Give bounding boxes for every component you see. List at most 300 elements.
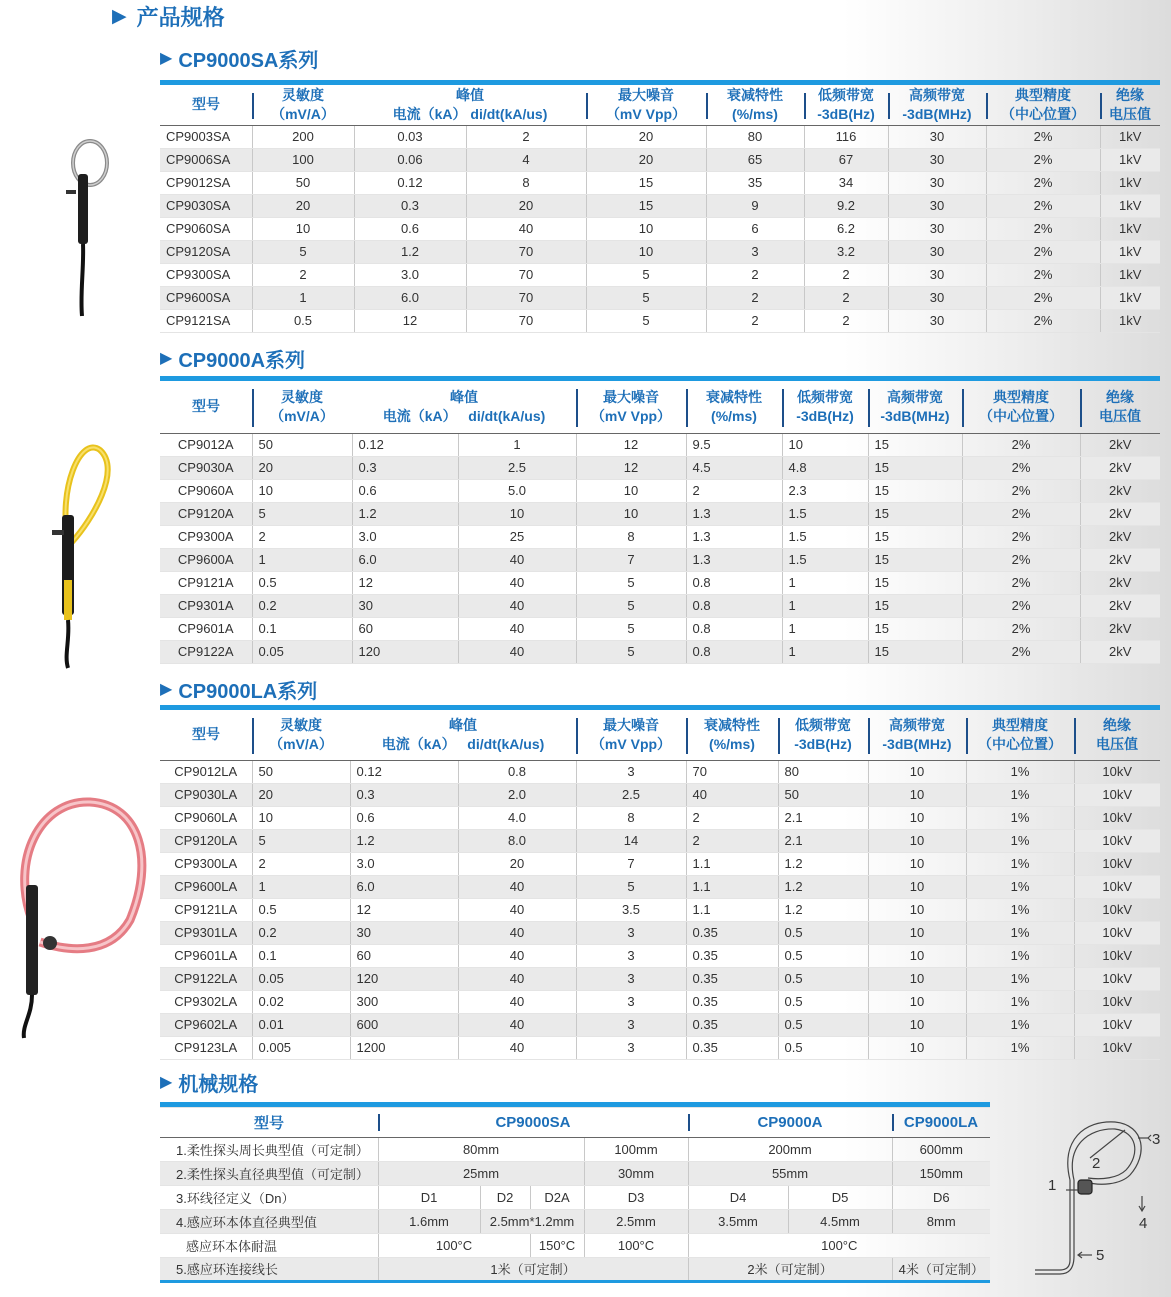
- header-model: 型号: [160, 85, 252, 125]
- table-cell: 0.6: [350, 806, 458, 829]
- table-cell: 2: [252, 263, 354, 286]
- table-row: [160, 829, 1160, 852]
- table-cell: 80: [778, 760, 868, 783]
- header-accuracy: 典型精度 （中心位置）: [986, 85, 1100, 125]
- table-cell: 3.5: [576, 898, 686, 921]
- table-row: [160, 194, 1160, 217]
- table-cell: 1%: [966, 875, 1074, 898]
- table-cell: 6.0: [350, 875, 458, 898]
- table-cell: 10: [868, 852, 966, 875]
- header-accuracy: 典型精度 （中心位置）: [962, 381, 1080, 433]
- table-cell: 10kV: [1074, 990, 1160, 1013]
- table-cell: 4.8: [782, 456, 868, 479]
- table-cell: 12: [352, 571, 458, 594]
- table-cell: 0.12: [350, 760, 458, 783]
- table-cell: 30: [888, 148, 986, 171]
- table-cell: 2: [804, 286, 888, 309]
- table-cell: 1.3: [686, 525, 782, 548]
- mech-row-label: 感应环本体耐温: [160, 1233, 378, 1257]
- series-a-table: [160, 376, 1160, 664]
- table-cell: 10: [252, 217, 354, 240]
- model-cell: CP9122A: [160, 640, 252, 663]
- model-cell: CP9060A: [160, 479, 252, 502]
- table-cell: 30: [888, 309, 986, 332]
- table-cell: 0.5: [252, 309, 354, 332]
- table-cell: 6.0: [352, 548, 458, 571]
- table-cell: 2.3: [782, 479, 868, 502]
- table-cell: 0.5: [778, 990, 868, 1013]
- table-cell: 0.2: [252, 594, 352, 617]
- table-row: [160, 217, 1160, 240]
- table-cell: 1: [458, 433, 576, 456]
- table-cell: 8: [576, 806, 686, 829]
- header-sensitivity: 灵敏度 （mV/A）: [252, 710, 350, 760]
- table-cell: 2%: [986, 171, 1100, 194]
- header-noise: 最大噪音 （mV Vpp）: [576, 381, 686, 433]
- table-row: [160, 171, 1160, 194]
- table-cell: 10kV: [1074, 806, 1160, 829]
- table-row: [160, 479, 1160, 502]
- table-cell: 40: [458, 1013, 576, 1036]
- header-peak: 峰值 电流（kA） di/dt(kA/us): [352, 381, 576, 433]
- model-cell: CP9012SA: [160, 171, 252, 194]
- table-cell: 1: [252, 875, 350, 898]
- mechanical-table: [160, 1102, 990, 1283]
- table-cell: 2%: [986, 263, 1100, 286]
- table-cell: 2: [706, 309, 804, 332]
- model-cell: CP9301A: [160, 594, 252, 617]
- table-cell: 1.5: [782, 525, 868, 548]
- table-cell: 0.2: [252, 921, 350, 944]
- table-cell: 1.2: [778, 852, 868, 875]
- table-cell: 1.3: [686, 502, 782, 525]
- table-cell: 60: [352, 617, 458, 640]
- table-cell: 1%: [966, 944, 1074, 967]
- table-row: [160, 921, 1160, 944]
- table-cell: 3: [576, 944, 686, 967]
- table-cell: 30: [350, 921, 458, 944]
- model-cell: CP9302LA: [160, 990, 252, 1013]
- table-cell: 50: [252, 171, 354, 194]
- table-cell: 0.3: [354, 194, 466, 217]
- diagram-label-4: 4: [1139, 1215, 1148, 1232]
- table-cell: 0.8: [686, 594, 782, 617]
- table-cell: 30: [888, 194, 986, 217]
- table-cell: 2: [686, 479, 782, 502]
- model-cell: CP9121LA: [160, 898, 252, 921]
- model-cell: CP9060LA: [160, 806, 252, 829]
- table-cell: 8: [576, 525, 686, 548]
- table-cell: 1kV: [1100, 171, 1160, 194]
- table-cell: 1kV: [1100, 125, 1160, 148]
- table-cell: 12: [576, 433, 686, 456]
- mech-cell: D5: [788, 1185, 892, 1209]
- table-cell: 5: [586, 286, 706, 309]
- table-row: [160, 875, 1160, 898]
- mech-cell: D2A: [530, 1185, 584, 1209]
- diagram-label-5: 5: [1096, 1247, 1105, 1264]
- table-cell: 0.12: [352, 433, 458, 456]
- table-cell: 3: [576, 967, 686, 990]
- diagram-label-3: 3: [1152, 1131, 1161, 1148]
- mech-cell: 100mm: [584, 1137, 688, 1161]
- table-cell: 0.5: [778, 921, 868, 944]
- table-cell: 2%: [986, 125, 1100, 148]
- mech-row-circumference: [160, 1137, 990, 1161]
- series-sa-title: ▶ CP9000SA系列: [160, 49, 319, 72]
- model-cell: CP9120SA: [160, 240, 252, 263]
- table-cell: 20: [586, 148, 706, 171]
- table-cell: 7: [576, 548, 686, 571]
- table-cell: 1.2: [350, 829, 458, 852]
- table-cell: 5: [576, 594, 686, 617]
- model-cell: CP9600SA: [160, 286, 252, 309]
- table-cell: 1.5: [782, 548, 868, 571]
- table-cell: 67: [804, 148, 888, 171]
- model-cell: CP9600LA: [160, 875, 252, 898]
- model-cell: CP9030A: [160, 456, 252, 479]
- table-cell: 10: [868, 875, 966, 898]
- table-cell: 60: [350, 944, 458, 967]
- table-cell: 70: [466, 240, 586, 263]
- table-cell: 10: [868, 783, 966, 806]
- table-cell: 2kV: [1080, 548, 1160, 571]
- table-cell: 10: [586, 217, 706, 240]
- header-decay: 衰减特性 (%/ms): [706, 85, 804, 125]
- table-cell: 2%: [962, 548, 1080, 571]
- table-cell: 2%: [962, 479, 1080, 502]
- table-cell: 10kV: [1074, 921, 1160, 944]
- table-cell: 50: [778, 783, 868, 806]
- mech-row-label: 5.感应环连接线长: [160, 1257, 378, 1281]
- header-highfreq: 高频带宽 -3dB(MHz): [868, 710, 966, 760]
- mech-row-label: 1.柔性探头周长典型值（可定制）: [160, 1137, 378, 1161]
- table-cell: 0.5: [778, 967, 868, 990]
- table-cell: 10kV: [1074, 852, 1160, 875]
- table-cell: 2%: [962, 640, 1080, 663]
- table-cell: 65: [706, 148, 804, 171]
- table-cell: 2%: [986, 148, 1100, 171]
- table-cell: 40: [458, 921, 576, 944]
- table-cell: 0.05: [252, 640, 352, 663]
- table-cell: 30: [888, 217, 986, 240]
- table-cell: 40: [466, 217, 586, 240]
- table-cell: 0.8: [686, 617, 782, 640]
- table-cell: 8.0: [458, 829, 576, 852]
- table-cell: 4.0: [458, 806, 576, 829]
- mech-cell: 30mm: [584, 1161, 688, 1185]
- section-triangle-icon: ▶: [160, 681, 173, 698]
- model-cell: CP9600A: [160, 548, 252, 571]
- mech-cell: 200mm: [688, 1137, 892, 1161]
- model-cell: CP9121SA: [160, 309, 252, 332]
- table-cell: 2.1: [778, 806, 868, 829]
- table-cell: 10kV: [1074, 1013, 1160, 1036]
- model-cell: CP9301LA: [160, 921, 252, 944]
- table-cell: 2%: [986, 286, 1100, 309]
- model-cell: CP9120A: [160, 502, 252, 525]
- table-cell: 10kV: [1074, 967, 1160, 990]
- table-cell: 1.1: [686, 852, 778, 875]
- table-cell: 3.0: [354, 263, 466, 286]
- cp9000sa-probe-image: [40, 118, 125, 318]
- table-cell: 2%: [986, 217, 1100, 240]
- table-cell: 2%: [986, 194, 1100, 217]
- table-cell: 10: [868, 990, 966, 1013]
- table-cell: 10: [252, 479, 352, 502]
- mech-cell: 25mm: [378, 1161, 584, 1185]
- table-cell: 1%: [966, 760, 1074, 783]
- header-insulation: 绝缘 电压值: [1100, 85, 1160, 125]
- table-cell: 3: [576, 1036, 686, 1059]
- table-cell: 10kV: [1074, 1036, 1160, 1059]
- table-cell: 10: [252, 806, 350, 829]
- table-cell: 0.35: [686, 967, 778, 990]
- table-cell: 5: [586, 263, 706, 286]
- table-cell: 15: [586, 194, 706, 217]
- table-cell: 0.1: [252, 944, 350, 967]
- table-row: [160, 783, 1160, 806]
- cp9000a-probe-image: [40, 430, 125, 670]
- table-cell: 2kV: [1080, 456, 1160, 479]
- table-cell: 10: [868, 967, 966, 990]
- mech-cell: 55mm: [688, 1161, 892, 1185]
- model-cell: CP9030LA: [160, 783, 252, 806]
- table-cell: 15: [868, 548, 962, 571]
- table-row: [160, 594, 1160, 617]
- table-cell: 100: [252, 148, 354, 171]
- table-row: [160, 525, 1160, 548]
- table-cell: 3: [576, 921, 686, 944]
- mech-header-a: CP9000A: [688, 1107, 892, 1137]
- table-cell: 10: [576, 479, 686, 502]
- table-cell: 2%: [962, 525, 1080, 548]
- table-cell: 40: [458, 617, 576, 640]
- table-cell: 0.1: [252, 617, 352, 640]
- table-cell: 1kV: [1100, 240, 1160, 263]
- table-cell: 7: [576, 852, 686, 875]
- diagram-label-2: 2: [1092, 1155, 1101, 1172]
- model-cell: CP9121A: [160, 571, 252, 594]
- table-cell: 1kV: [1100, 309, 1160, 332]
- model-cell: CP9123LA: [160, 1036, 252, 1059]
- table-cell: 10kV: [1074, 760, 1160, 783]
- table-cell: 0.35: [686, 921, 778, 944]
- table-cell: 120: [350, 967, 458, 990]
- section-triangle-icon: ▶: [160, 350, 173, 367]
- cp9000la-probe-image: [10, 780, 160, 1040]
- table-cell: 3.2: [804, 240, 888, 263]
- header-accuracy: 典型精度 （中心位置）: [966, 710, 1074, 760]
- mech-cell: 2米（可定制）: [688, 1257, 892, 1281]
- header-peak: 峰值 电流（kA） di/dt(kA/us): [350, 710, 576, 760]
- section-triangle-icon: ▶: [112, 5, 127, 27]
- table-cell: 9: [706, 194, 804, 217]
- table-cell: 0.35: [686, 1036, 778, 1059]
- model-cell: CP9300SA: [160, 263, 252, 286]
- table-cell: 40: [458, 640, 576, 663]
- table-row: [160, 502, 1160, 525]
- table-cell: 2: [466, 125, 586, 148]
- diagram-label-1: 1: [1048, 1177, 1057, 1194]
- table-cell: 30: [888, 286, 986, 309]
- table-cell: 1%: [966, 967, 1074, 990]
- table-cell: 40: [458, 875, 576, 898]
- mechanical-title: ▶ 机械规格: [160, 1073, 259, 1096]
- table-cell: 0.8: [686, 571, 782, 594]
- table-cell: 1%: [966, 829, 1074, 852]
- mech-cell: 150mm: [892, 1161, 990, 1185]
- table-cell: 30: [888, 240, 986, 263]
- table-cell: 0.6: [354, 217, 466, 240]
- section-triangle-icon: ▶: [160, 50, 173, 67]
- mech-cell: 1.6mm: [378, 1209, 480, 1233]
- table-cell: 12: [576, 456, 686, 479]
- mech-cell: 600mm: [892, 1137, 990, 1161]
- mech-cell: 4米（可定制）: [892, 1257, 990, 1281]
- model-cell: CP9012LA: [160, 760, 252, 783]
- table-row: [160, 898, 1160, 921]
- table-cell: 40: [686, 783, 778, 806]
- mech-cell: 100°C: [584, 1233, 688, 1257]
- table-cell: 30: [888, 171, 986, 194]
- table-row: [160, 548, 1160, 571]
- table-cell: 0.35: [686, 990, 778, 1013]
- table-cell: 5: [576, 640, 686, 663]
- table-row: [160, 148, 1160, 171]
- table-cell: 35: [706, 171, 804, 194]
- header-model: 型号: [160, 381, 252, 433]
- table-cell: 2%: [986, 309, 1100, 332]
- table-cell: 2kV: [1080, 594, 1160, 617]
- table-cell: 15: [868, 433, 962, 456]
- table-cell: 1: [782, 571, 868, 594]
- table-row: [160, 990, 1160, 1013]
- table-cell: 10: [868, 829, 966, 852]
- table-cell: 12: [350, 898, 458, 921]
- table-cell: 1kV: [1100, 217, 1160, 240]
- header-lowfreq: 低频带宽 -3dB(Hz): [782, 381, 868, 433]
- table-cell: 2.1: [778, 829, 868, 852]
- table-cell: 10kV: [1074, 783, 1160, 806]
- mech-cell: 3.5mm: [688, 1209, 788, 1233]
- table-cell: 20: [252, 783, 350, 806]
- table-cell: 5: [586, 309, 706, 332]
- table-cell: 70: [466, 263, 586, 286]
- table-row: [160, 240, 1160, 263]
- table-cell: 40: [458, 990, 576, 1013]
- table-cell: 40: [458, 594, 576, 617]
- table-cell: 30: [888, 125, 986, 148]
- table-cell: 2: [804, 263, 888, 286]
- mech-row-label: 2.柔性探头直径典型值（可定制）: [160, 1161, 378, 1185]
- table-cell: 6: [706, 217, 804, 240]
- mech-header-la: CP9000LA: [892, 1107, 990, 1137]
- table-cell: 2%: [962, 433, 1080, 456]
- table-cell: 2%: [962, 456, 1080, 479]
- table-cell: 20: [252, 456, 352, 479]
- table-cell: 0.35: [686, 1013, 778, 1036]
- table-cell: 30: [888, 263, 986, 286]
- table-cell: 0.06: [354, 148, 466, 171]
- header-sensitivity: 灵敏度 （mV/A）: [252, 381, 352, 433]
- table-cell: 8: [466, 171, 586, 194]
- mech-cell: D4: [688, 1185, 788, 1209]
- table-cell: 1.1: [686, 898, 778, 921]
- header-noise: 最大噪音 （mV Vpp）: [576, 710, 686, 760]
- table-cell: 0.5: [778, 1036, 868, 1059]
- table-cell: 0.03: [354, 125, 466, 148]
- table-cell: 12: [354, 309, 466, 332]
- mech-cell: D1: [378, 1185, 480, 1209]
- table-cell: 0.6: [352, 479, 458, 502]
- table-cell: 10: [868, 1036, 966, 1059]
- table-cell: 40: [458, 1036, 576, 1059]
- table-cell: 3.0: [352, 525, 458, 548]
- table-row: [160, 944, 1160, 967]
- table-cell: 1.1: [686, 875, 778, 898]
- table-row: [160, 640, 1160, 663]
- table-cell: 10: [868, 921, 966, 944]
- table-row: [160, 1013, 1160, 1036]
- table-cell: 0.8: [458, 760, 576, 783]
- table-cell: 5: [576, 875, 686, 898]
- table-row: [160, 433, 1160, 456]
- series-la-title: ▶ CP9000LA系列: [160, 680, 318, 703]
- model-cell: CP9006SA: [160, 148, 252, 171]
- table-row: [160, 852, 1160, 875]
- header-lowfreq: 低频带宽 -3dB(Hz): [778, 710, 868, 760]
- table-cell: 30: [352, 594, 458, 617]
- model-cell: CP9120LA: [160, 829, 252, 852]
- table-cell: 0.5: [252, 898, 350, 921]
- table-cell: 2%: [962, 617, 1080, 640]
- table-cell: 10: [868, 1013, 966, 1036]
- table-cell: 20: [586, 125, 706, 148]
- table-cell: 1.2: [354, 240, 466, 263]
- table-cell: 1%: [966, 898, 1074, 921]
- header-highfreq: 高频带宽 -3dB(MHz): [868, 381, 962, 433]
- table-cell: 40: [458, 967, 576, 990]
- table-cell: 2%: [962, 502, 1080, 525]
- mech-cell: 100°C: [378, 1233, 530, 1257]
- table-cell: 6.2: [804, 217, 888, 240]
- table-row: [160, 806, 1160, 829]
- table-cell: 20: [466, 194, 586, 217]
- model-cell: CP9030SA: [160, 194, 252, 217]
- table-cell: 2: [804, 309, 888, 332]
- table-cell: 70: [466, 309, 586, 332]
- table-cell: 25: [458, 525, 576, 548]
- table-cell: 50: [252, 760, 350, 783]
- table-cell: 9.5: [686, 433, 782, 456]
- table-cell: 10: [576, 502, 686, 525]
- table-cell: 3: [576, 1013, 686, 1036]
- model-cell: CP9003SA: [160, 125, 252, 148]
- header-decay: 衰减特性 (%/ms): [686, 710, 778, 760]
- mech-cell: 4.5mm: [788, 1209, 892, 1233]
- header-peak: 峰值 电流（kA） di/dt(kA/us): [354, 85, 586, 125]
- model-cell: CP9601LA: [160, 944, 252, 967]
- table-cell: 1.2: [778, 875, 868, 898]
- table-cell: 3: [576, 760, 686, 783]
- table-cell: 34: [804, 171, 888, 194]
- mech-row-label: 3.环线径定义（Dn）: [160, 1185, 378, 1209]
- table-cell: 15: [868, 617, 962, 640]
- table-cell: 2: [706, 286, 804, 309]
- table-cell: 15: [868, 571, 962, 594]
- table-cell: 1: [252, 286, 354, 309]
